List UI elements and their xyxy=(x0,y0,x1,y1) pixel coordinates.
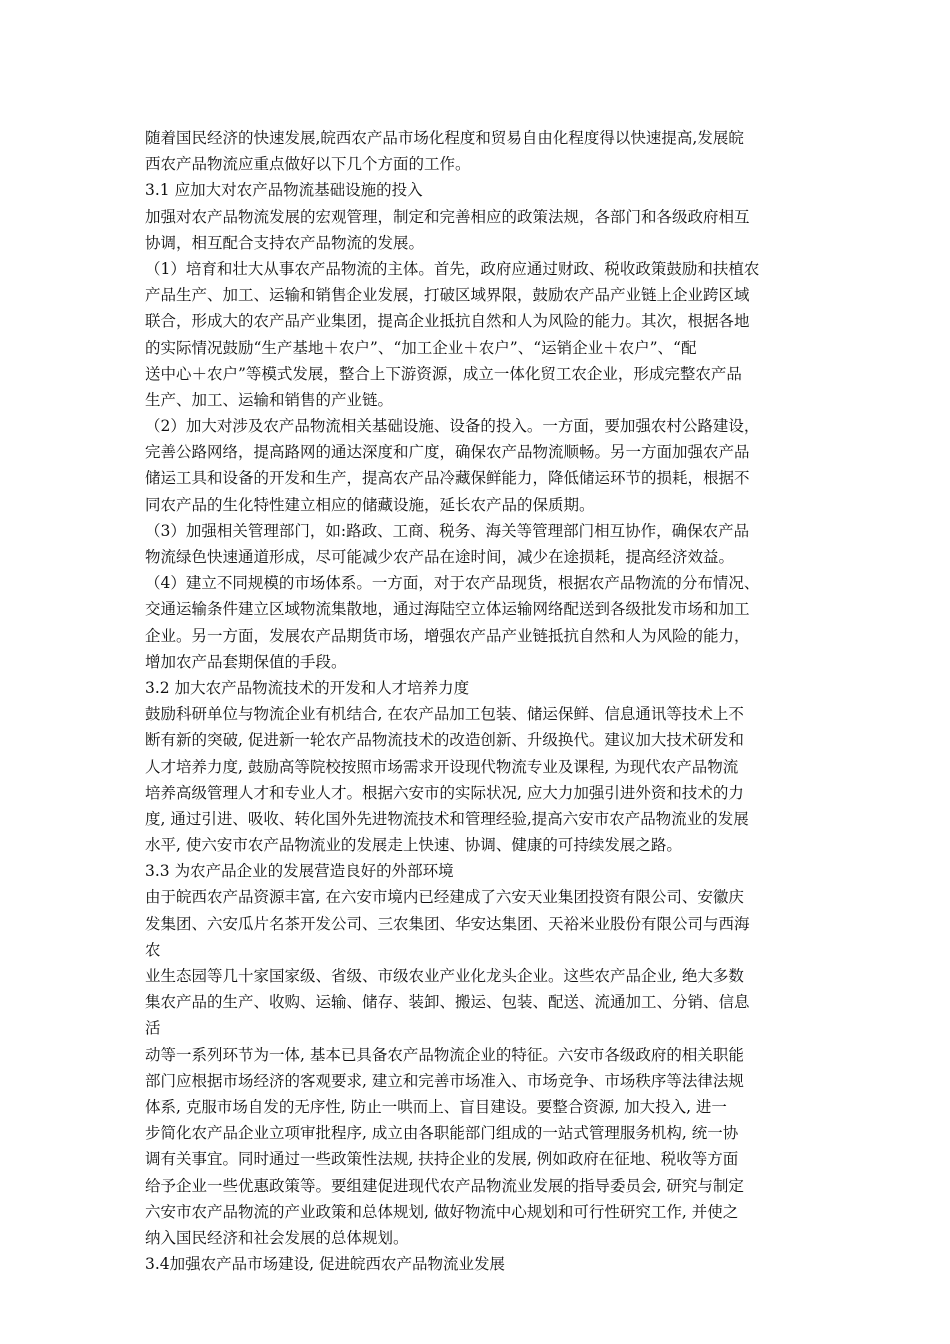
text-line: 步简化农产品企业立项审批程序, 成立由各职能部门组成的一站式管理服务机构, 统一协 xyxy=(145,1124,739,1143)
text-line: 动等一系列环节为一体, 基本已具备农产品物流企业的特征。六安市各级政府的相关职能 xyxy=(145,1045,744,1064)
text-line: 活 xyxy=(145,1019,161,1038)
text-line: 联合，形成大的农产品产业集团，提高企业抵抗自然和人为风险的能力。其次，根据各地 xyxy=(145,312,750,331)
text-line: 调有关事宜。同时通过一些政策性法规, 扶持企业的发展, 例如政府在征地、税收等方面 xyxy=(145,1150,739,1169)
text-line: 同农产品的生化特性建立相应的储藏设施，延长农产品的保质期。 xyxy=(145,495,595,514)
text-line: 3.1 应加大对农产品物流基础设施的投入 xyxy=(145,181,423,200)
text-line: 六安市农产品物流的产业政策和总体规划, 做好物流中心规划和可行性研究工作, 并使之 xyxy=(145,1202,739,1221)
text-line: 生产、加工、运输和销售的产业链。 xyxy=(145,390,394,409)
text-line: 培养高级管理人才和专业人才。根据六安市的实际状况, 应大力加强引进外资和技术的力 xyxy=(145,783,744,802)
text-line: 3.3 为农产品企业的发展营造良好的外部环境 xyxy=(145,862,454,881)
text-line: 由于皖西农产品资源丰富, 在六安市境内已经建成了六安天业集团投资有限公司、安徽庆 xyxy=(145,888,744,907)
text-line: 3.2 加大农产品物流技术的开发和人才培养力度 xyxy=(145,678,470,697)
text-line: 给予企业一些优惠政策等。要组建促进现代农产品物流业发展的指导委员会, 研究与制定 xyxy=(145,1176,744,1195)
text-line: 业生态园等几十家国家级、省级、市级农业产业化龙头企业。这些农产品企业, 绝大多数 xyxy=(145,967,744,985)
text-line: （4）建立不同规模的市场体系。一方面，对于农产品现货，根据农产品物流的分布情况、 xyxy=(145,574,760,593)
text-line: 发集团、六安瓜片名茶开发公司、三农集团、华安达集团、天裕米业股份有限公司与西海 xyxy=(145,914,750,933)
text-line: 人才培养力度, 鼓励高等院校按照市场需求开设现代物流专业及课程, 为现代农产品物流 xyxy=(145,757,739,776)
text-line: 3.4加强农产品市场建设, 促进皖西农产品物流业发展 xyxy=(145,1255,506,1274)
text-line: 的实际情况鼓励“生产基地＋农户”、“加工企业＋农户”、“运销企业＋农户”、“配 xyxy=(145,338,697,357)
text-line: 产品生产、加工、运输和销售企业发展，打破区域界限，鼓励农产品产业链上企业跨区域 xyxy=(145,286,750,305)
text-line: 加强对农产品物流发展的宏观管理，制定和完善相应的政策法规，各部门和各级政府相互 xyxy=(145,207,750,226)
text-line: 度, 通过引进、吸收、转化国外先进物流技术和管理经验,提高六安市农产品物流业的发展 xyxy=(145,809,749,828)
text-line: 协调，相互配合支持农产品物流的发展。 xyxy=(145,233,425,252)
text-line: 物流绿色快速通道形成，尽可能减少农产品在途时间，减少在途损耗，提高经济效益。 xyxy=(145,548,735,566)
text-line: 完善公路网络，提高路网的通达深度和广度，确保农产品物流顺畅。另一方面加强农产品 xyxy=(145,443,750,462)
text-line: 农 xyxy=(145,940,161,959)
text-line: 随着国民经济的快速发展,皖西农产品市场化程度和贸易自由化程度得以快速提高,发展皖 xyxy=(145,129,744,147)
text-line: 增加农产品套期保值的手段。 xyxy=(145,652,347,671)
text-line: 水平, 使六安市农产品物流业的发展走上快速、协调、健康的可持续发展之路。 xyxy=(145,836,682,855)
text-line: 断有新的突破, 促进新一轮农产品物流技术的改造创新、升级换代。建议加大技术研发和 xyxy=(145,731,744,750)
text-line: 储运工具和设备的开发和生产，提高农产品冷藏保鲜能力，降低储运环节的损耗，根据不 xyxy=(145,469,750,488)
text-line: 交通运输条件建立区域物流集散地，通过海陆空立体运输网络配送到各级批发市场和加工 xyxy=(145,600,750,619)
text-line: 体系, 克服市场自发的无序性, 防止一哄而上、盲目建设。要整合资源, 加大投入, 进一 xyxy=(145,1097,727,1116)
text-line: 企业。另一方面，发展农产品期货市场，增强农产品产业链抵抗自然和人为风险的能力， xyxy=(145,626,750,645)
text-line: （1）培育和壮大从事农产品物流的主体。首先，政府应通过财政、税收政策鼓励和扶植农 xyxy=(145,259,760,278)
text-line: 西农产品物流应重点做好以下几个方面的工作。 xyxy=(145,155,471,174)
document-body xyxy=(145,125,805,1277)
text-line: （2）加大对涉及农产品物流相关基础设施、设备的投入。一方面，要加强农村公路建设， xyxy=(145,417,760,436)
text-line: 纳入国民经济和社会发展的总体规划。 xyxy=(145,1228,409,1247)
text-line: 送中心＋农户”等模式发展，整合上下游资源，成立一体化贸工农企业，形成完整农产品 xyxy=(145,364,742,383)
text-line: 鼓励科研单位与物流企业有机结合, 在农产品加工包装、储运保鲜、信息通讯等技术上不 xyxy=(145,705,744,724)
text-line: 集农产品的生产、收购、运输、储存、装卸、搬运、包装、配送、流通加工、分销、信息 xyxy=(145,993,750,1012)
text-line: 部门应根据市场经济的客观要求, 建立和完善市场准入、市场竞争、市场秩序等法律法规 xyxy=(145,1071,744,1090)
text-line: （3）加强相关管理部门，如:路政、工商、税务、海关等管理部门相互协作，确保农产品 xyxy=(145,521,750,540)
